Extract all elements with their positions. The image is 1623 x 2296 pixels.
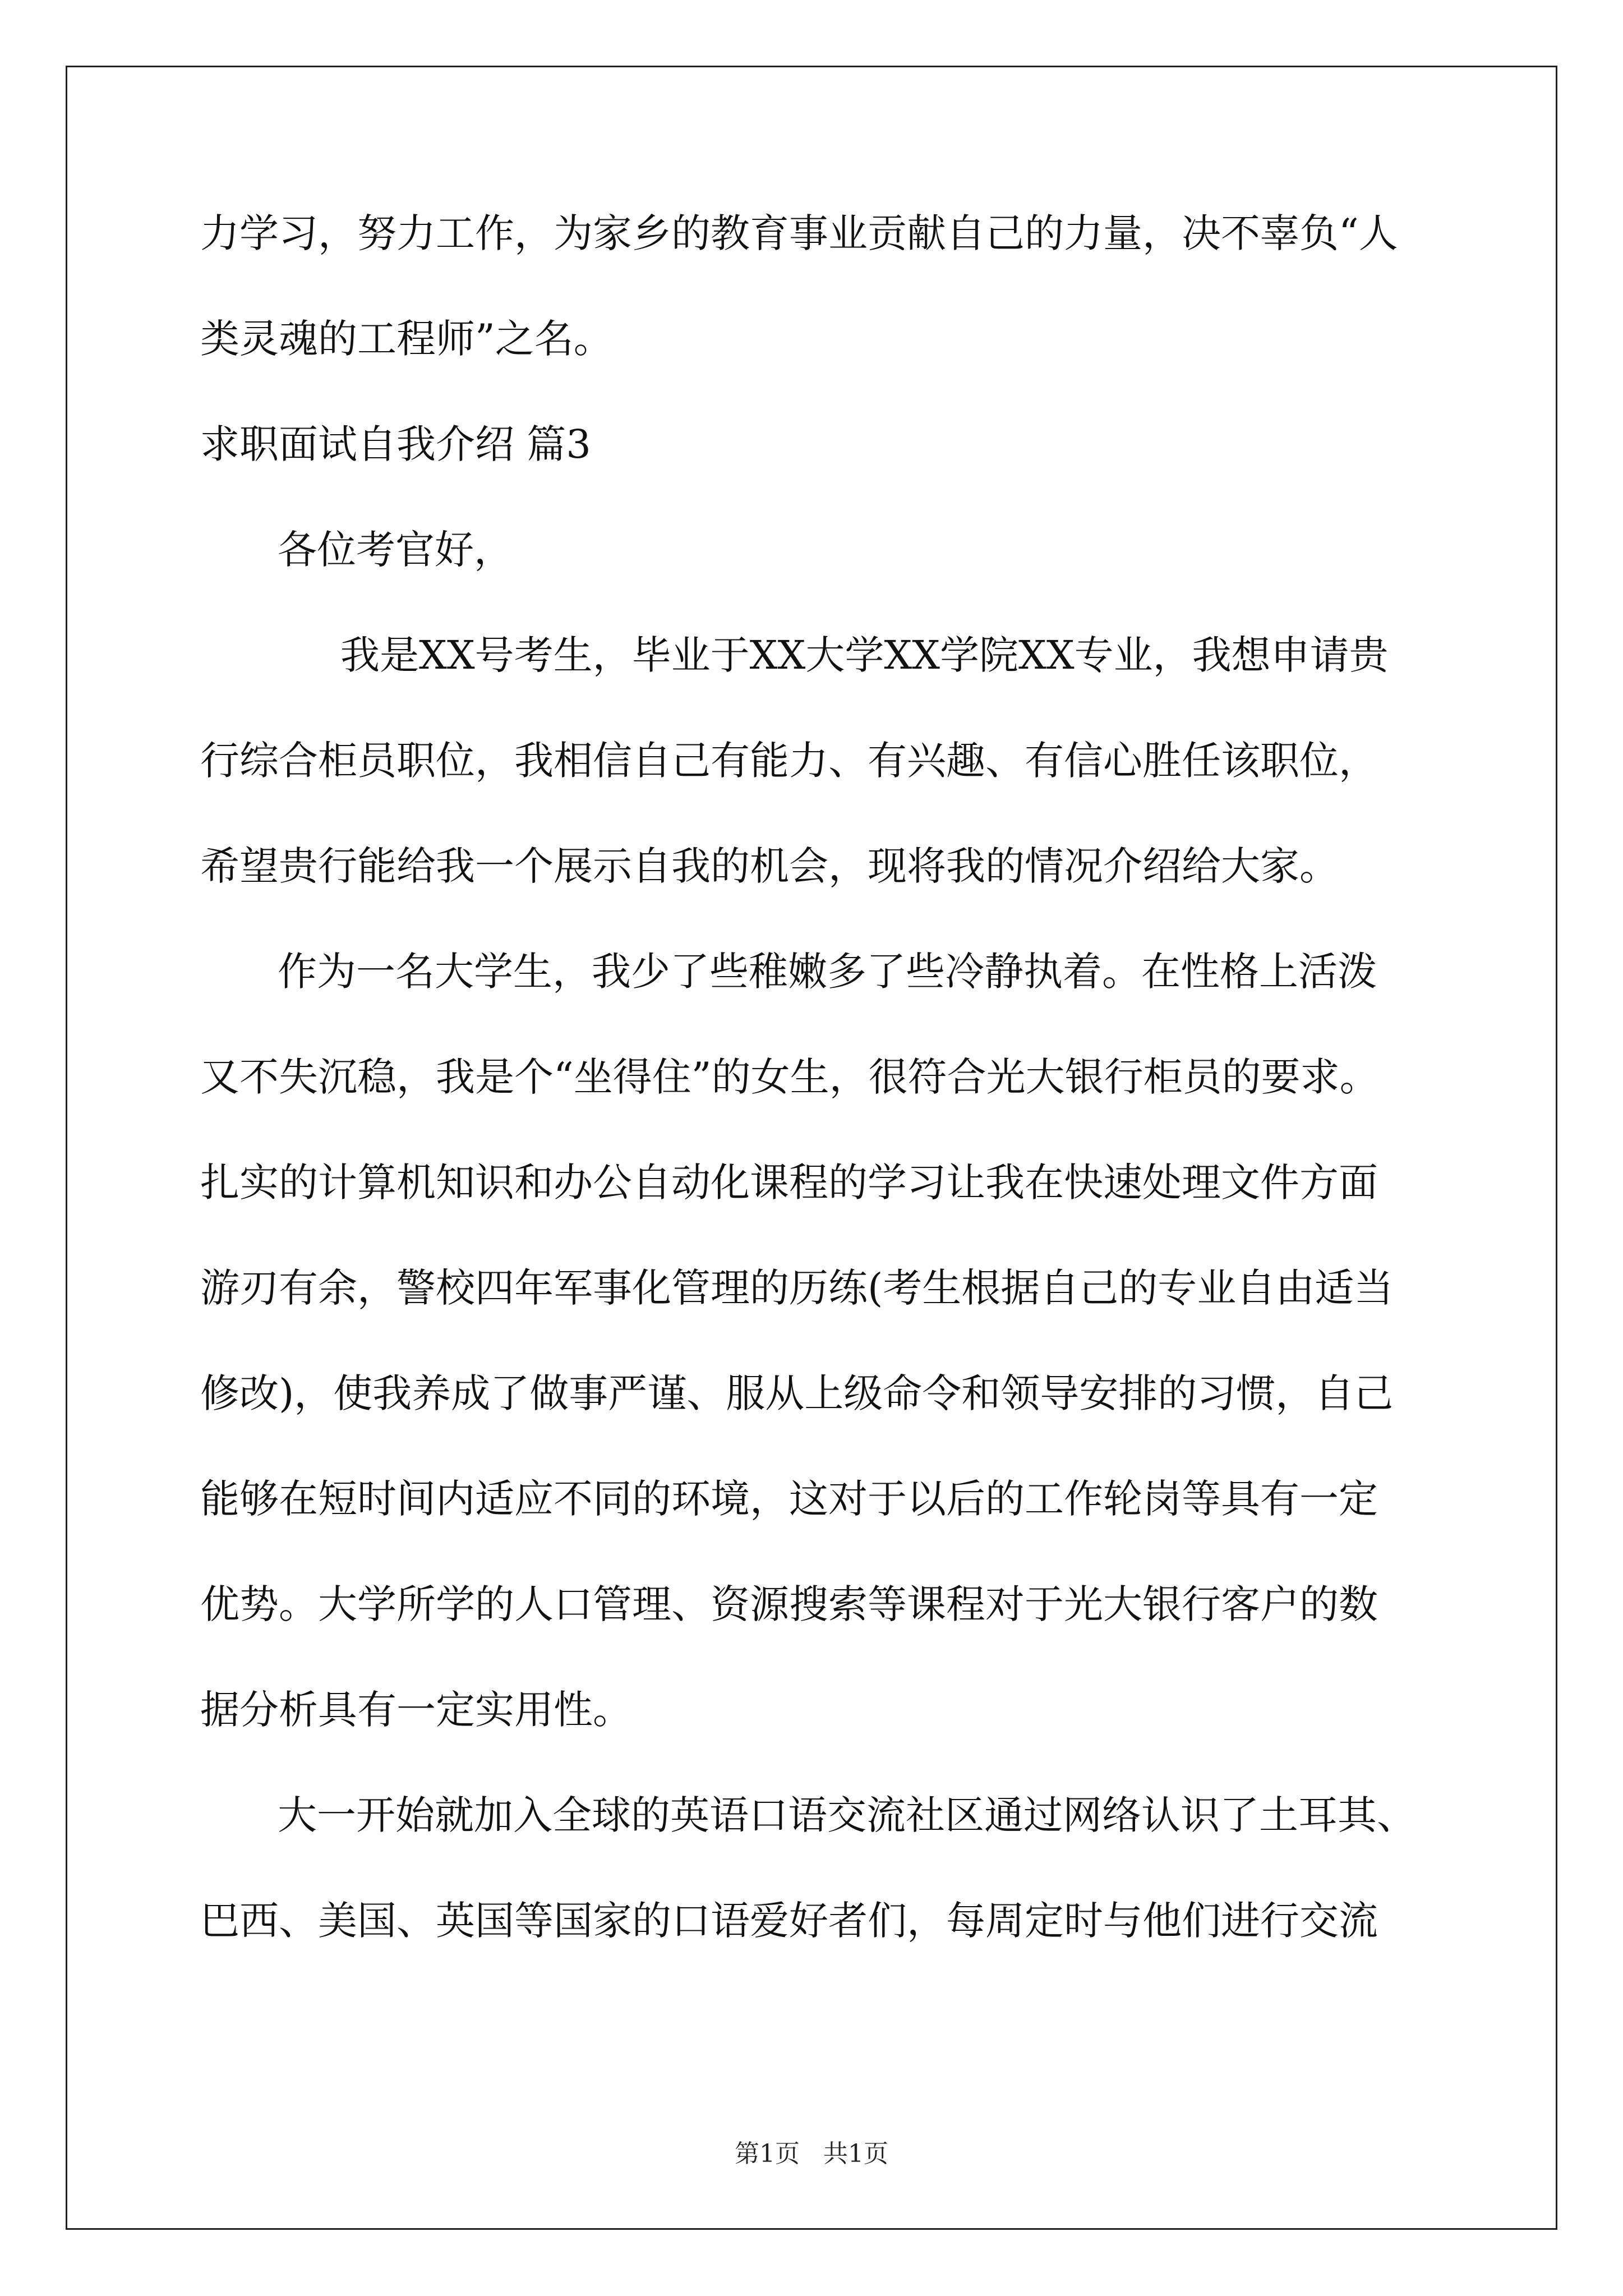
section-heading: 求职面试自我介绍 篇3 [200,421,591,467]
text-line-5: 我是XX号考生，毕业于XX大学XX学院XX专业，我想申请贵 [340,632,1389,678]
text-line-17: 巴西、美国、英国等国家的口语爱好者们，每周定时与他们进行交流 [200,1898,1378,1944]
page-footer: 第1页 共1页 [735,2139,888,2168]
text-line-15: 据分析具有一定实用性。 [200,1687,632,1733]
text-line-6: 行综合柜员职位，我相信自己有能力、有兴趣、有信心胜任该职位， [200,738,1378,784]
text-line-9: 又不失沉稳，我是个“坐得住”的女生，很符合光大银行柜员的要求。 [200,1054,1379,1100]
text-line-13: 能够在短时间内适应不同的环境，这对于以后的工作轮岗等具有一定 [200,1476,1378,1522]
text-line-8: 作为一名大学生，我少了些稚嫩多了些冷静执着。在性格上活泼 [278,949,1377,995]
text-line-11: 游刃有余，警校四年军事化管理的历练(考生根据自己的专业自由适当 [200,1265,1394,1311]
text-line-7: 希望贵行能给我一个展示自我的机会，现将我的情况介绍给大家。 [200,843,1339,889]
text-line-10: 扎实的计算机知识和办公自动化课程的学习让我在快速处理文件方面 [200,1159,1378,1205]
text-line-2: 类灵魂的工程师”之名。 [200,316,613,362]
text-line-1: 力学习，努力工作，为家乡的教育事业贡献自己的力量，决不辜负“人 [200,210,1398,256]
text-line-14: 优势。大学所学的人口管理、资源搜索等课程对于光大银行客户的数 [200,1581,1378,1627]
text-line-16: 大一开始就加入全球的英语口语交流社区通过网络认识了土耳其、 [278,1792,1416,1838]
text-line-12: 修改)，使我养成了做事严谨、服从上级命令和领导安排的习惯，自己 [200,1370,1394,1416]
greeting-line: 各位考官好， [278,527,513,573]
